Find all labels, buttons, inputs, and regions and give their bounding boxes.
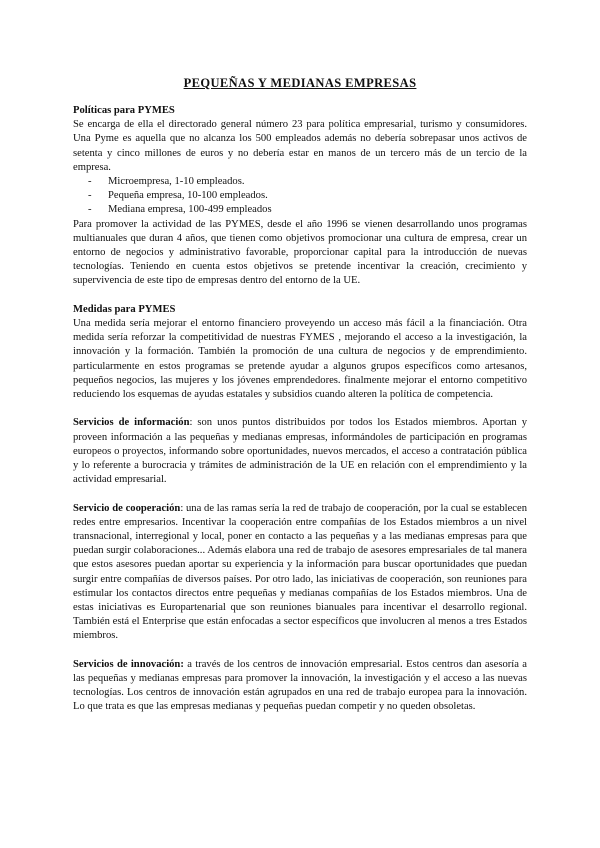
- heading-medidas: Medidas para PYMES: [73, 303, 176, 315]
- heading-politicas: Políticas para PYMES: [73, 105, 175, 116]
- bullet-dash: -: [88, 204, 92, 216]
- paragraph-innovacion: Servicios de innovación: a través de los centros de innovación empresarial. Estos centros dan asesoría a las pequeñas y medianas empresas para promover la innovación, la investigación y el acceso a las nuevas tecnologías. Los centros de innovación están agrupados en una red de trabajo europea para la innovación. Lo que trata es que las empresas medianas y pequeñas puedan competir y no queden obsoletas.: [73, 658, 527, 713]
- lead-informacion: Servicios de información: [73, 417, 190, 429]
- lead-innovacion: Servicios de innovación:: [73, 658, 184, 670]
- document-body: [73, 104, 527, 715]
- list-item: - Pequeña empresa, 10-100 empleados.: [73, 189, 527, 203]
- bullet-dash: -: [88, 190, 92, 202]
- list-item: - Microempresa, 1-10 empleados.: [73, 175, 527, 189]
- lead-cooperacion: Servicio de cooperación: [73, 502, 181, 514]
- list-item: - Mediana empresa, 100-499 empleados: [73, 203, 527, 217]
- paragraph-informacion: Servicios de información: son unos puntos distribuidos por todos los Estados miembros. Aportan y proveen información a las pequeñas y medianas empresas, informándoles de participación en programas europeos o proyectos, informando sobre oportunidades, nuevos mercados, el acceso a contratación pública y lo referente a burocracia y trámites de administración de la UE en relación con el emprendimiento y la actividad empresarial.: [73, 417, 527, 486]
- employee-size-list: [73, 175, 527, 218]
- bullet-dash: -: [88, 176, 92, 188]
- paragraph-cooperacion: Servicio de cooperación: una de las ramas sería la red de trabajo de cooperación, por la cual se establecen redes entre empresarios. Incentivar la cooperación entre compañías de los Estados miembros a un nivel transnacional, interregional y local, poner en contacto a las pequeñas y a las medianas empresas para que puedan surgir colaboraciones... Además elabora una red de trabajo de asesores empresariales de tal manera que estos asesores puedan aportar su experiencia y la información para buscar oportunidades que puedan surgir entre compañías de diversos países. Por otro lado, las iniciativas de cooperación, son reuniones para estimular los contactos directos entre pequeñas y medianas compañías de los Estados miembros. Una de estas iniciativas es Europartenarial que son reuniones bianuales para incentivar el desarrollo regional. También está el Enterprise que están enfocadas a sector específicos que involucren al menos a tres Estados miembros.: [73, 502, 527, 642]
- paragraph-medidas: Una medida sería mejorar el entorno financiero proveyendo un acceso más fácil a la financiación. Otra medida sería reforzar la competitividad de nuestras FYMES , mejorando el acceso a la investigación, la innovación y la formación. También la promoción de una cultura de negocios y de emprendimiento. particularmente en estos programas se pretende ayudar a algunos grupos específicos como artesanos, pequeños negocios, las mujeres y los jóvenes emprendedores. finalmente mejorar el entorno competitivo reduciendo los esquemas de ayudas estatales y subsidios cuando alteren la política de competencia.: [73, 318, 527, 401]
- paragraph-politicas-intro: Se encarga de ella el directorado general número 23 para política empresarial, turismo y consumidores. Una Pyme es aquella que no alcanza los 500 empleados además no debería sobrepasar unos activos de setenta y cinco millones de euros y no debería estar en manos de un tercero más de un tercio de la empresa.: [73, 119, 527, 173]
- page-title: PEQUEÑAS Y MEDIANAS EMPRESAS: [183, 76, 417, 90]
- paragraph-politicas-outro: Para promover la actividad de las PYMES, desde el año 1996 se vienen desarrollando unos programas multianuales que duran 4 años, que tienen como objetivos promocionar una cultura de empresa, crear un entorno de negocios y administrativo favorable, proporcionar capital para la introducción de nuevas tecnologías. Teniendo en cuenta estos objetivos se pretende incentivar la creación, crecimiento y supervivencia de este tipo de empresas dentro del entorno de la UE.: [73, 218, 527, 287]
